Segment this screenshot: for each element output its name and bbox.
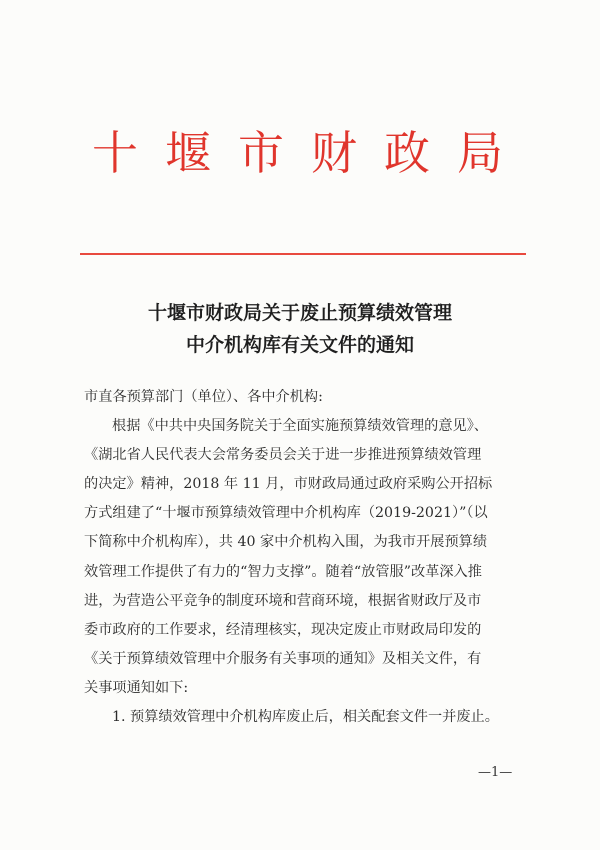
body-text-line: 《湖北省人民代表大会常务委员会关于进一步推进预算绩效管理: [84, 447, 482, 464]
body-text-line: 委市政府的工作要求，经清理核实，现决定废止市财政局印发的: [84, 621, 482, 638]
document-title-line-2: 中介机构库有关文件的通知: [185, 334, 414, 356]
body-text-line: 效管理工作提供了有力的“智力支撑”。随着“放管服”改革深入推: [84, 563, 482, 580]
body-text-line: 根据《中共中央国务院关于全面实施预算绩效管理的意见》、: [112, 418, 488, 435]
body-text-line: 下简称中介机构库），共 40 家中介机构入围，为我市开展预算绩: [84, 534, 488, 551]
body-text-line: 方式组建了“十堰市预算绩效管理中介机构库（2019-2021）”（以: [84, 505, 488, 522]
document-title: [0, 297, 600, 361]
body-text-line: 关事项通知如下:: [84, 679, 189, 696]
body-text-line: 《关于预算绩效管理中介服务有关事项的通知》及相关文件，有: [84, 650, 482, 667]
page-number: —1—: [478, 765, 513, 780]
body-text-line: 的决定》精神，2018 年 11 月，市财政局通过政府采购公开招标: [84, 476, 493, 493]
document-body: [84, 383, 528, 732]
issuing-authority-header: 十堰市财政局: [92, 126, 530, 180]
body-text-line: 进，为营造公平竞争的制度环境和营商环境，根据省财政厅及市: [84, 592, 482, 609]
addressee-line: 市直各预算部门（单位）、各中介机构:: [84, 389, 323, 405]
document-title-line-1: 十堰市财政局关于废止预算绩效管理: [147, 302, 452, 324]
red-separator-line: [80, 253, 526, 255]
numbered-item-1: 1. 预算绩效管理中介机构库废止后，相关配套文件一并废止。: [112, 709, 499, 726]
